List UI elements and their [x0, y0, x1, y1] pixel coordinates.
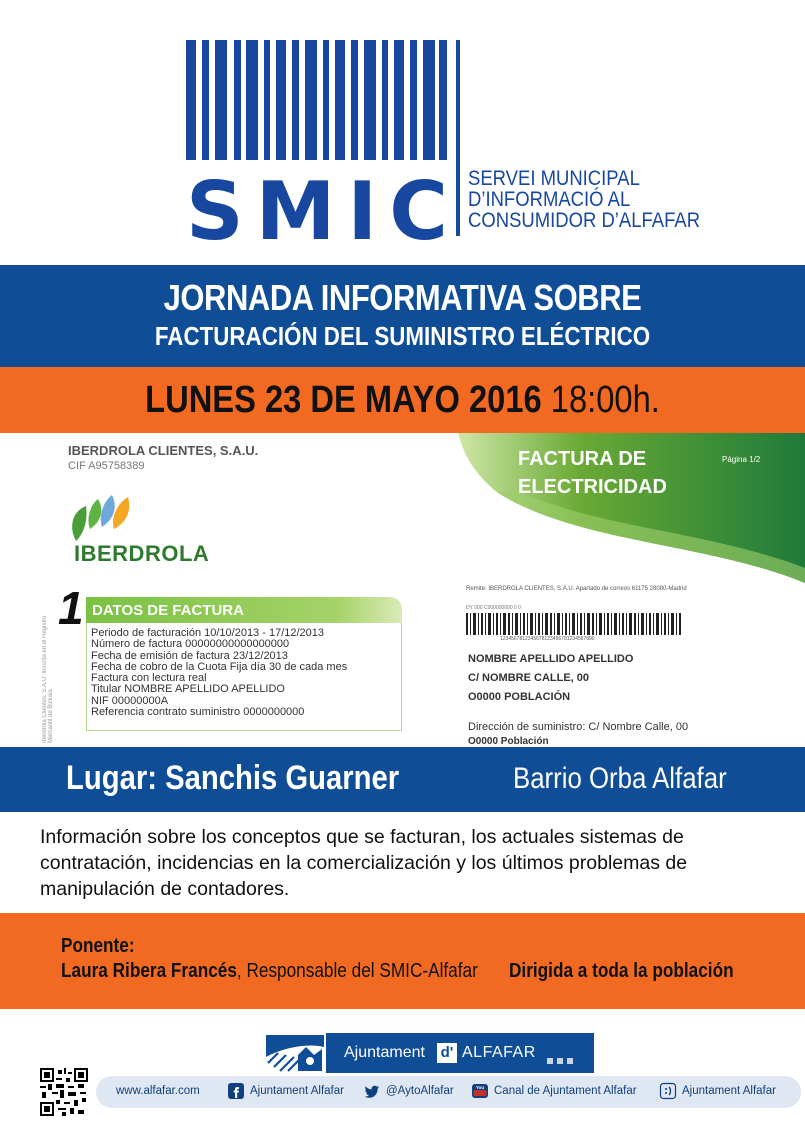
footer-links-bar	[96, 1076, 801, 1108]
invoice-street: C/ NOMBRE CALLE, 00	[468, 672, 590, 684]
speaker-band	[0, 913, 805, 1009]
invoice-page-number: Página 1/2	[722, 455, 761, 464]
smic-letter-m: M	[255, 165, 336, 258]
smic-subtitle	[468, 168, 700, 231]
event-date	[56, 379, 748, 422]
twitter-icon	[364, 1083, 380, 1099]
invoice-cif: CIF A95758389	[68, 460, 145, 472]
smic-barcode-graphic	[186, 40, 448, 160]
event-neighborhood: Barrio Orba Alfafar	[513, 762, 727, 795]
iberdrola-leaf-icon	[68, 491, 138, 546]
ajuntament-logo-bar	[264, 1033, 594, 1073]
smic-subtitle-line: SERVEI MUNICIPAL	[468, 167, 640, 190]
ajuntament-prefix: Ajuntament	[344, 1044, 425, 1061]
invoice-sender-line: Remite: IBERDROLA CLIENTES, S.A.U. Apartado de correos 61175 28080-Madrid	[466, 586, 687, 592]
title-band	[0, 265, 805, 367]
facebook-icon	[228, 1083, 244, 1099]
smic-subtitle-line: CONSUMIDOR D’ALFAFAR	[468, 209, 701, 232]
footer-twitter-link[interactable]: @AytoAlfafar	[386, 1085, 454, 1097]
ajuntament-name: ALFAFAR	[462, 1044, 536, 1061]
smic-subtitle-line: D’INFORMACIÓ AL	[468, 188, 631, 211]
speaker-label: Ponente:	[61, 935, 135, 957]
chat-icon	[660, 1083, 676, 1099]
invoice-data-row: Titular NOMBRE APELLIDO APELLIDO	[91, 683, 285, 696]
iberdrola-brand: IBERDROLA	[74, 541, 210, 566]
invoice-side-text: Iberdrola Clientes, S.A.U. Inscrita en el Registro Mercantil de Bizkaia	[42, 615, 54, 743]
invoice-sender-code: DY 000 C000000000 0 0	[466, 605, 521, 611]
invoice-data-row: Periodo de facturación 10/10/2013 - 17/12/2013	[91, 627, 325, 639]
invoice-data-row: Factura con lectura real	[91, 672, 207, 685]
footer-facebook-link[interactable]: Ajuntament Alfafar	[250, 1085, 344, 1097]
invoice-data-row: NIF 00000000A	[91, 694, 169, 707]
footer-youtube-link[interactable]: Canal de Ajuntament Alfafar	[494, 1085, 637, 1097]
invoice-data-row: Referencia contrato suministro 0000000000	[91, 706, 305, 719]
invoice-data-row: Número de factura 00000000000000000	[91, 638, 290, 651]
invoice-supply-address: Dirección de suministro: C/ Nombre Calle, 00	[468, 721, 689, 733]
invoice-supply-city: O0000 Población	[468, 736, 549, 747]
invoice-illustration	[0, 433, 805, 747]
invoice-recipient: NOMBRE APELLIDO APELLIDO	[468, 653, 634, 665]
event-date-time: 18:00h.	[550, 379, 660, 421]
invoice-barcode-number: 1234567812345678123456781234567890	[500, 636, 595, 642]
location-band	[0, 747, 805, 812]
invoice-section-number: 1	[58, 582, 84, 634]
invoice-doc-title	[518, 445, 667, 501]
invoice-city: O0000 POBLACIÓN	[468, 691, 571, 703]
crest-icon	[264, 1033, 326, 1073]
speaker-name: Laura Ribera Francés	[61, 960, 237, 982]
event-subtitle: FACTURACIÓN DEL SUMINISTRO ELÉCTRICO	[154, 321, 651, 351]
barcode-icon	[466, 613, 686, 635]
ajuntament-d-mark: d'	[437, 1043, 457, 1063]
date-band	[0, 367, 805, 433]
smic-letter-s: S	[186, 165, 244, 258]
youtube-icon	[472, 1083, 488, 1099]
invoice-data-box	[86, 623, 402, 731]
ajuntament-dots	[547, 1051, 577, 1069]
speaker-role: , Responsable del SMIC-Alfafar	[236, 960, 478, 982]
svg-text:You: You	[475, 1085, 485, 1090]
footer-other-link[interactable]: Ajuntament Alfafar	[682, 1085, 776, 1097]
smic-letter-i: I	[347, 165, 378, 258]
footer-website-link[interactable]: www.alfafar.com	[116, 1085, 200, 1097]
invoice-doc-title-line: FACTURA DE	[518, 448, 647, 470]
event-date-day: LUNES 23 DE MAYO 2016	[145, 379, 542, 421]
event-title: JORNADA INFORMATIVA SOBRE	[163, 277, 642, 318]
invoice-doc-title-line: ELECTRICIDAD	[518, 476, 667, 498]
smic-logo	[186, 40, 701, 258]
speaker-line	[61, 960, 478, 983]
invoice-data-row: Fecha de emisión de factura 23/12/2013	[91, 649, 288, 662]
smic-letter-c: C	[389, 165, 448, 258]
event-description: Información sobre los conceptos que se facturan, los actuales sistemas de contratación, incidencias en la comercialización y los últimos problemas de manipulación de contadores.	[40, 826, 688, 900]
smic-divider	[456, 40, 460, 236]
event-audience: Dirigida a toda la población	[509, 960, 734, 982]
invoice-company: IBERDROLA CLIENTES, S.A.U.	[68, 443, 259, 458]
invoice-section-title: DATOS DE FACTURA	[86, 597, 402, 623]
smic-wordmark	[186, 165, 448, 258]
qr-code-icon	[40, 1068, 88, 1116]
event-location: Lugar: Sanchis Guarner	[66, 759, 400, 797]
invoice-data-row: Fecha de cobro de la Cuota Fija día 30 de cada mes	[91, 660, 348, 673]
